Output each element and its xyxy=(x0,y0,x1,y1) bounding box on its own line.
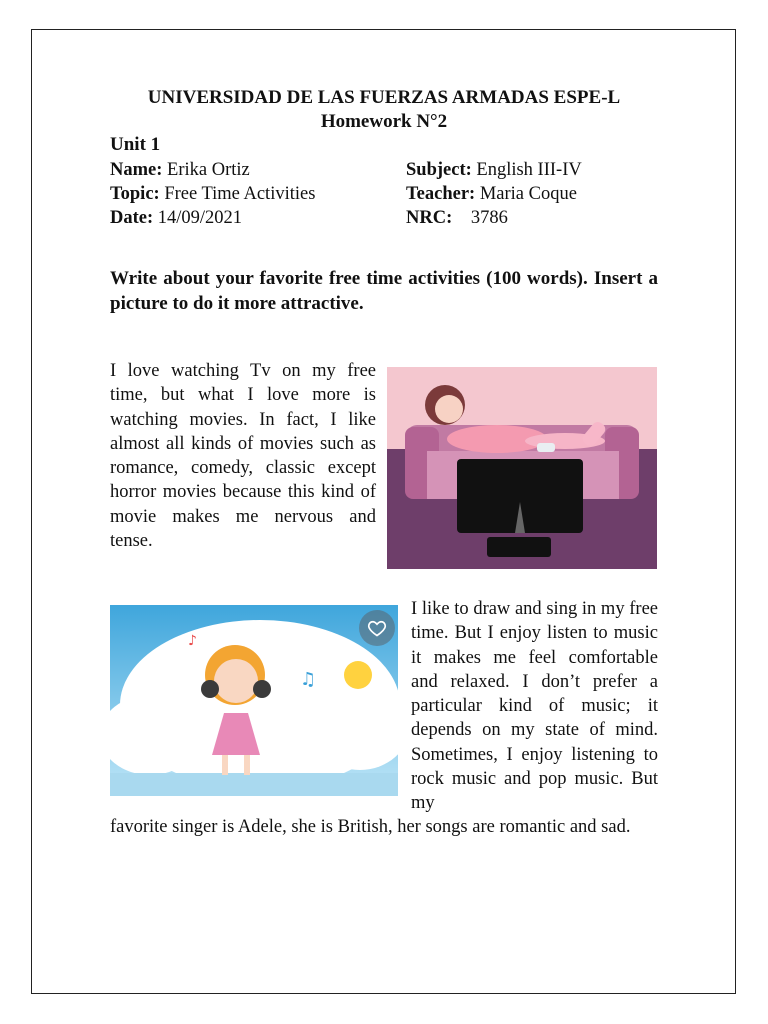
favorite-button[interactable] xyxy=(359,610,395,646)
paragraph-music: I like to draw and sing in my free time. But I enjoy listen to music it makes me feel comfortable and relaxed. I don’t prefer a particular kind of music; it depends on my state of mind. Sometimes, I enjoy listening to rock music and pop music. But my xyxy=(411,599,658,814)
name-row xyxy=(110,158,250,182)
paragraph-music-continued: favorite singer is Adele, she is British, her songs are romantic and sad. xyxy=(110,817,631,837)
svg-text:♫: ♫ xyxy=(300,669,317,690)
date-row xyxy=(110,206,242,230)
paragraph-tv-movies: I love watching Tv on my free time, but what I love more is watching movies. In fact, I like almost all kinds of movies such as romance, comedy, classic except horror movies because this kind of movie makes me nervous and tense. xyxy=(110,361,376,552)
assignment-instructions: Write about your favorite free time activities (100 words). Insert a picture to do it more attractive. xyxy=(110,268,658,314)
date-label: Date: xyxy=(110,208,154,228)
teacher-value: Maria Coque xyxy=(479,184,577,204)
date-value: 14/09/2021 xyxy=(157,208,243,228)
music-illustration xyxy=(110,605,398,796)
unit-label: Unit 1 xyxy=(110,134,161,155)
subject-row xyxy=(406,158,582,182)
subject-value: English III-IV xyxy=(476,160,582,180)
nrc-label: NRC: xyxy=(406,208,453,228)
teacher-label: Teacher: xyxy=(406,184,476,204)
teacher-row xyxy=(406,182,577,206)
topic-value: Free Time Activities xyxy=(164,184,316,204)
tv-illustration xyxy=(387,367,657,569)
topic-row xyxy=(110,182,315,206)
nrc-value: 3786 xyxy=(470,208,508,228)
university-title: UNIVERSIDAD DE LAS FUERZAS ARMADAS ESPE-L xyxy=(147,87,621,108)
homework-title: Homework N°2 xyxy=(320,111,448,132)
heart-icon xyxy=(367,618,387,638)
topic-label: Topic: xyxy=(110,184,160,204)
nrc-row xyxy=(406,206,508,230)
name-value: Erika Ortiz xyxy=(167,160,250,180)
subject-label: Subject: xyxy=(406,160,472,180)
name-label: Name: xyxy=(110,160,163,180)
svg-text:♪: ♪ xyxy=(188,633,197,649)
